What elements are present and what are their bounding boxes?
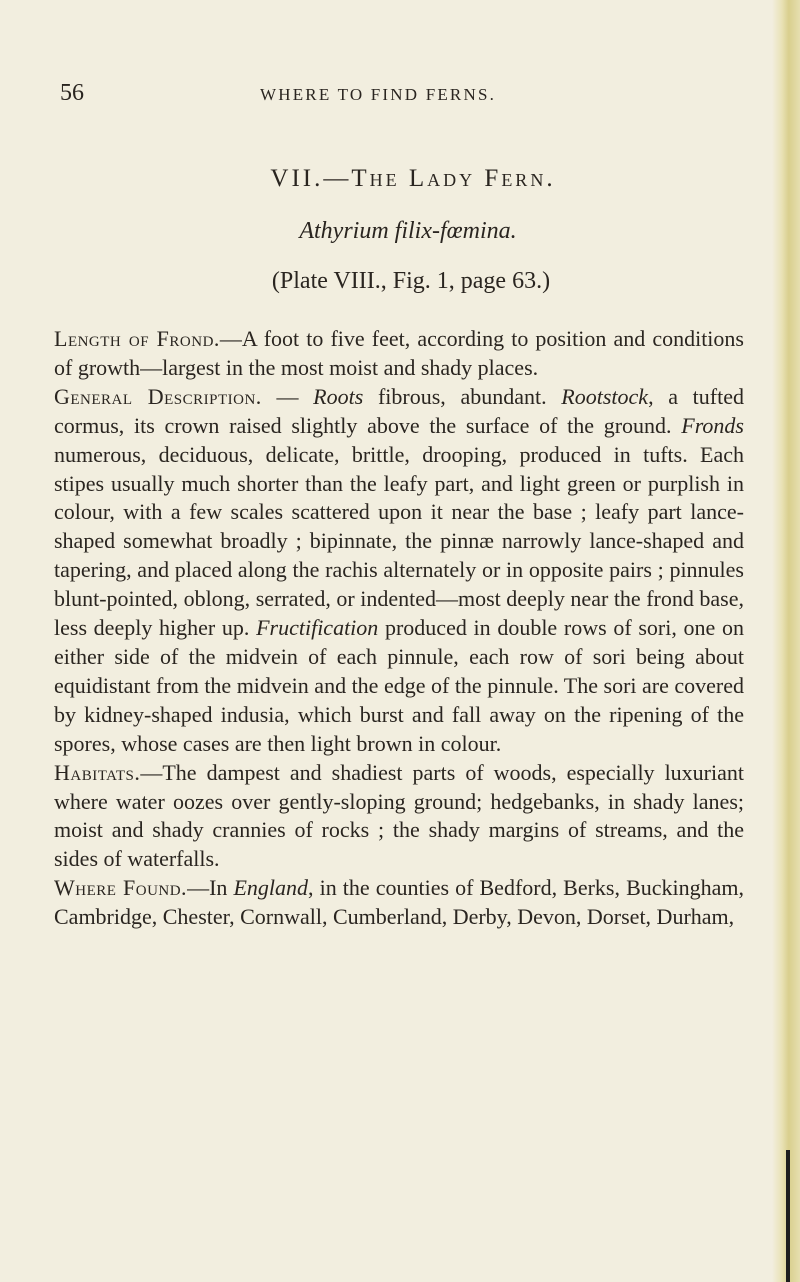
term-rootstock: Rootstock	[561, 383, 649, 409]
page-edge-shadow	[772, 0, 800, 1282]
term-england: England	[233, 875, 309, 901]
paragraph-length-of-frond	[54, 325, 744, 383]
label-habitats: Habitats.	[54, 759, 141, 785]
term-fronds: Fronds	[681, 412, 744, 438]
text-length-of-frond: —A foot to five feet, according to position and conditions of growth—largest in the most moist and shady places.	[54, 326, 744, 380]
label-where-found: Where Found.	[54, 875, 188, 901]
label-general-description: General Description.	[54, 383, 262, 409]
paragraph-habitats	[54, 759, 744, 875]
latin-name: Athyrium filix-fœmina.	[299, 218, 517, 244]
page-edge-mark	[786, 1150, 790, 1282]
running-header	[54, 80, 744, 110]
plate-reference: (Plate VIII., Fig. 1, page 63.)	[271, 268, 551, 294]
body-text	[54, 325, 744, 932]
text-where-found-before: —In	[187, 875, 234, 901]
label-length-of-frond: Length of Frond.	[54, 326, 220, 351]
text-fructification: produced in double rows of sori, one on either side of the midvein of each pinnule, each row of sori being about equidistant from the midvein and the edge of the pinnule. The sori are covered by kidney-shaped indusia, which burst and fall away on the ripening of the spores, whose cases are then light brown in colour.	[54, 615, 744, 756]
text-roots: fibrous, abundant.	[363, 383, 562, 409]
text-where-found-after: , in the counties of Bedford, Berks, Buckingham, Cambridge, Chester, Cornwall, Cumberland, Derby, Devon, Dorset, Durham,	[54, 875, 744, 930]
text-habitats: —The dampest and shadiest parts of woods, especially luxuriant where water oozes over gently-sloping ground; hedgebanks, in shady lanes; moist and shady crannies of rocks ; the shady margins of streams, and the sides of waterfalls.	[54, 759, 744, 872]
text-rootstock: , a tufted cormus, its crown raised slightly above the surface of the ground.	[54, 383, 745, 438]
text-fronds: numerous, deciduous, delicate, brittle, drooping, produced in tufts. Each stipes usually much shorter than the leafy part, and light green or purplish in colour, with a few scales scattered upon it near the base ; leafy part lance-shaped somewhat broadly ; bipinnate, the pinnæ narrowly lance-shaped and tapering, and placed along the rachis alternately or in opposite pairs ; pinnules blunt-pointed, oblong, serrated, or indented—most deeply near the frond base, less deeply higher up.	[54, 441, 744, 641]
running-title: WHERE TO FIND FERNS.	[260, 85, 497, 104]
term-roots: Roots	[313, 383, 364, 409]
paragraph-general-description	[54, 383, 744, 759]
dash: —	[261, 383, 314, 409]
term-fructification: Fructification	[256, 615, 379, 641]
section-title: VII.—The Lady Fern.	[270, 165, 556, 192]
page-number: 56	[60, 80, 84, 106]
paragraph-where-found	[54, 874, 744, 932]
